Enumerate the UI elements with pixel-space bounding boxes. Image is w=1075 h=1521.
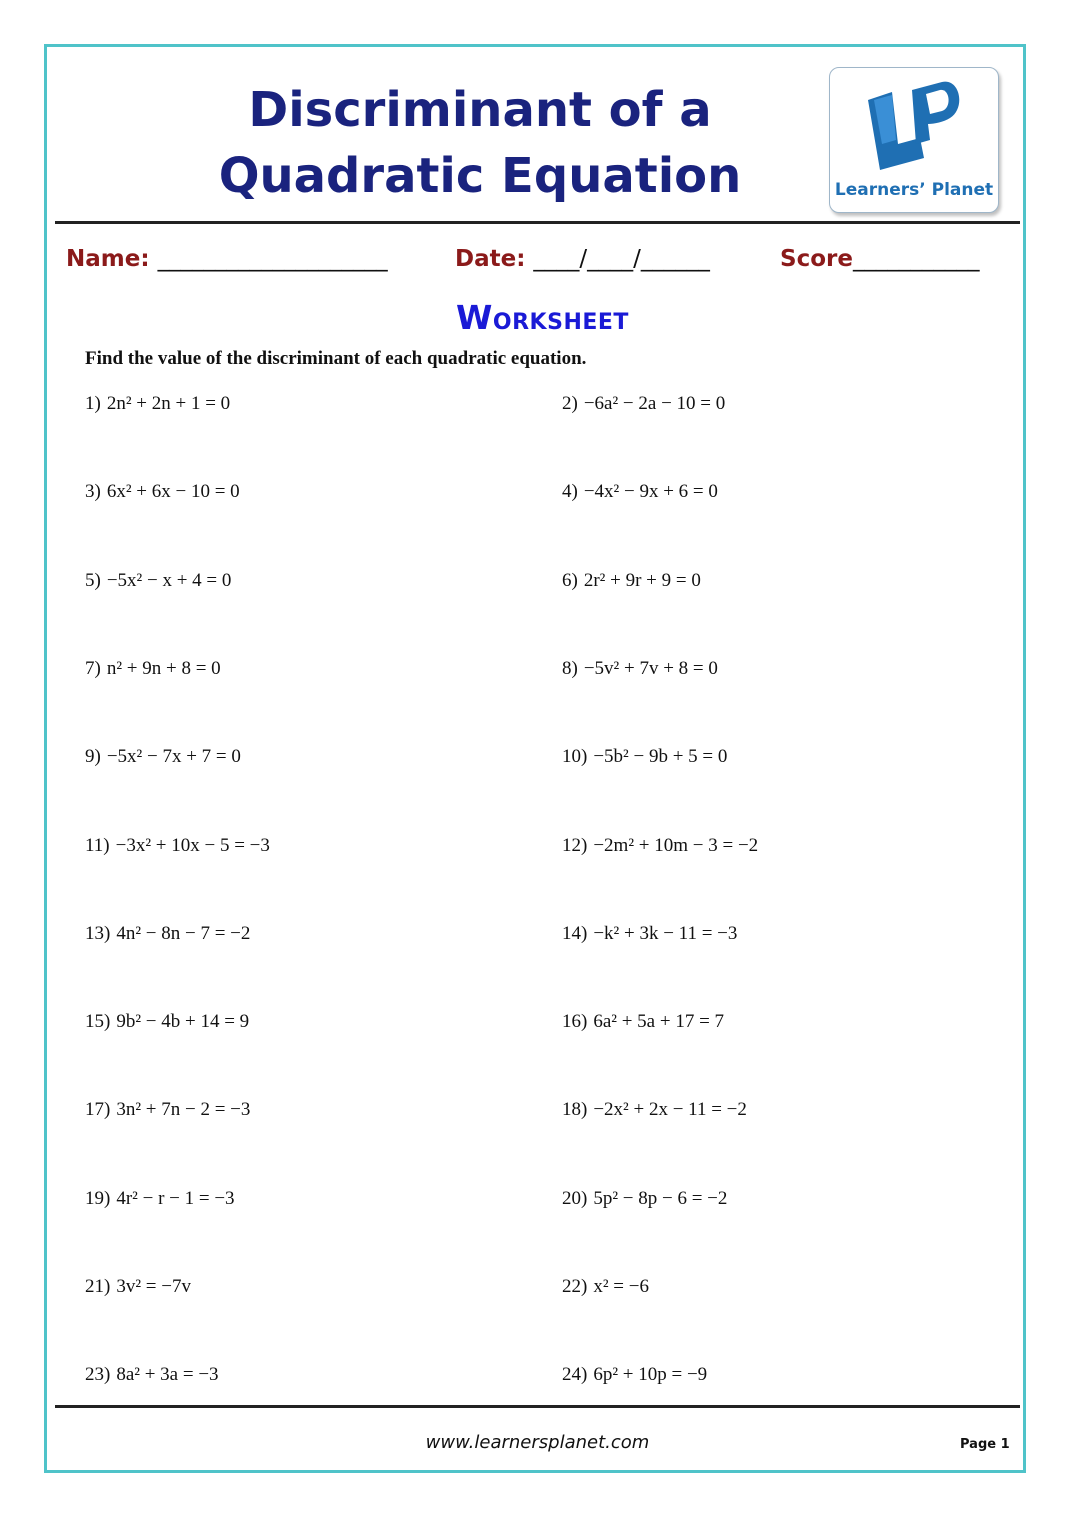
name-blank[interactable]: ____________________	[157, 246, 388, 272]
problem-equation: −2m² + 10m − 3 = −2	[593, 835, 759, 856]
problem-number: 14)	[562, 923, 588, 944]
problem-equation: −5x² − x + 4 = 0	[106, 570, 232, 591]
problem-item	[562, 481, 718, 503]
problem-item	[562, 1011, 724, 1033]
problem-item	[562, 835, 758, 857]
problem-number: 18)	[562, 1099, 588, 1120]
problem-equation: 5p² − 8p − 6 = −2	[593, 1188, 728, 1209]
logo-text: Learners’ Planet	[834, 180, 994, 200]
problem-number: 1)	[85, 393, 101, 414]
problem-equation: 2r² + 9r + 9 = 0	[583, 570, 701, 591]
problem-equation: 6a² + 5a + 17 = 7	[593, 1011, 725, 1032]
problem-item	[562, 923, 737, 945]
problem-item	[562, 570, 701, 592]
problem-number: 20)	[562, 1188, 588, 1209]
problem-equation: −5x² − 7x + 7 = 0	[106, 746, 241, 767]
problem-item	[85, 658, 221, 680]
name-label: Name:	[66, 246, 150, 272]
problem-equation: −k² + 3k − 11 = −3	[593, 923, 738, 944]
problem-item	[85, 1364, 219, 1386]
footer-divider	[55, 1405, 1020, 1408]
problem-item	[85, 923, 250, 945]
problem-item	[85, 1011, 249, 1033]
date-blank[interactable]: ____/____/______	[533, 246, 710, 272]
problem-number: 13)	[85, 923, 111, 944]
problem-equation: −6a² − 2a − 10 = 0	[583, 393, 726, 414]
problem-equation: x² = −6	[593, 1276, 649, 1297]
name-field[interactable]	[66, 246, 388, 272]
problem-equation: 6p² + 10p = −9	[593, 1364, 708, 1385]
problem-equation: −4x² − 9x + 6 = 0	[583, 481, 718, 502]
problem-number: 16)	[562, 1011, 588, 1032]
problem-item	[85, 1276, 191, 1298]
page-title	[180, 77, 780, 209]
problem-equation: 3v² = −7v	[116, 1276, 191, 1297]
score-label: Score	[780, 246, 853, 272]
problem-item	[85, 393, 230, 415]
problem-number: 6)	[562, 570, 578, 591]
problem-equation: 8a² + 3a = −3	[116, 1364, 219, 1385]
problem-number: 23)	[85, 1364, 111, 1385]
problem-number: 7)	[85, 658, 101, 679]
problem-item	[85, 1099, 250, 1121]
problem-number: 22)	[562, 1276, 588, 1297]
problem-item	[562, 1276, 649, 1298]
worksheet-heading	[456, 298, 629, 337]
problem-item	[562, 658, 718, 680]
problem-equation: 3n² + 7n − 2 = −3	[116, 1099, 251, 1120]
date-label: Date:	[455, 246, 526, 272]
score-field[interactable]	[780, 246, 979, 272]
problem-number: 24)	[562, 1364, 588, 1385]
problem-number: 19)	[85, 1188, 111, 1209]
problem-number: 17)	[85, 1099, 111, 1120]
problem-equation: −2x² + 2x − 11 = −2	[593, 1099, 747, 1120]
problem-number: 12)	[562, 835, 588, 856]
problem-item	[562, 1188, 727, 1210]
learners-planet-logo	[829, 67, 999, 213]
worksheet-rest: ORKSHEET	[492, 310, 629, 335]
problem-item	[85, 746, 241, 768]
problem-item	[85, 570, 231, 592]
problem-item	[85, 1188, 235, 1210]
problem-equation: 4n² − 8n − 7 = −2	[116, 923, 251, 944]
title-line-2: Quadratic Equation	[218, 148, 742, 204]
problem-number: 10)	[562, 746, 588, 767]
score-blank[interactable]: ___________	[852, 246, 980, 272]
problem-number: 15)	[85, 1011, 111, 1032]
date-field[interactable]	[455, 246, 710, 272]
problem-number: 4)	[562, 481, 578, 502]
lp-logo-icon	[858, 78, 968, 178]
title-line-1: Discriminant of a	[248, 82, 712, 138]
problem-number: 3)	[85, 481, 101, 502]
problem-equation: −5v² + 7v + 8 = 0	[583, 658, 718, 679]
problem-number: 8)	[562, 658, 578, 679]
problem-number: 21)	[85, 1276, 111, 1297]
problem-item	[562, 1099, 747, 1121]
problem-number: 2)	[562, 393, 578, 414]
problem-equation: −5b² − 9b + 5 = 0	[593, 746, 728, 767]
problem-number: 11)	[85, 835, 110, 856]
problem-equation: n² + 9n + 8 = 0	[106, 658, 221, 679]
header-divider	[55, 221, 1020, 224]
problem-item	[562, 393, 725, 415]
problem-equation: 2n² + 2n + 1 = 0	[106, 393, 231, 414]
page-number: Page 1	[960, 1437, 1010, 1452]
instructions: Find the value of the discriminant of each quadratic equation.	[85, 348, 587, 369]
footer-url: www.learnersplanet.com	[425, 1432, 650, 1453]
problem-equation: −3x² + 10x − 5 = −3	[115, 835, 270, 856]
problem-number: 9)	[85, 746, 101, 767]
problem-number: 5)	[85, 570, 101, 591]
problem-item	[85, 481, 240, 503]
problem-item	[85, 835, 270, 857]
problem-equation: 4r² − r − 1 = −3	[116, 1188, 235, 1209]
worksheet-initial: W	[456, 298, 493, 337]
problem-item	[562, 1364, 707, 1386]
problem-equation: 6x² + 6x − 10 = 0	[106, 481, 240, 502]
problem-item	[562, 746, 727, 768]
problem-equation: 9b² − 4b + 14 = 9	[116, 1011, 250, 1032]
